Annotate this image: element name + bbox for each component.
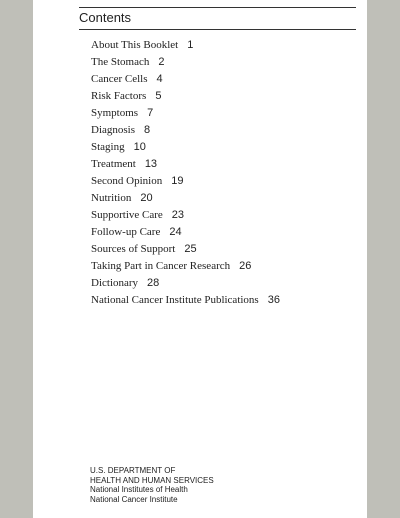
- agency-line: National Cancer Institute: [90, 494, 178, 504]
- agency-footer: [90, 466, 214, 504]
- toc-entry: [91, 190, 280, 207]
- toc-entry-page: 5: [155, 90, 162, 102]
- agency-line: National Institutes of Health: [90, 485, 188, 494]
- toc-entry: [91, 241, 280, 258]
- toc-entry-page: 10: [133, 141, 146, 153]
- agency-line: HEALTH AND HUMAN SERVICES: [90, 475, 214, 485]
- toc-entry-page: 23: [171, 209, 185, 221]
- toc-entry-page: 7: [147, 107, 154, 119]
- toc-entry: [91, 71, 280, 88]
- toc-entry-title: Nutrition: [91, 192, 132, 204]
- toc-entry: [91, 105, 280, 122]
- toc-entry-title: About This Booklet: [91, 39, 179, 51]
- toc-entry-page: 19: [171, 175, 184, 187]
- table-of-contents: [91, 37, 280, 309]
- toc-entry-title: Treatment: [91, 158, 136, 170]
- toc-entry-page: 8: [144, 124, 151, 136]
- toc-entry-page: 24: [169, 226, 182, 238]
- header-rule-top: [79, 7, 356, 8]
- toc-entry-title: Supportive Care: [91, 209, 163, 221]
- toc-entry-title: Dictionary: [91, 277, 139, 289]
- toc-entry-page: 36: [267, 294, 280, 306]
- toc-entry: [91, 207, 280, 224]
- toc-entry: [91, 37, 280, 54]
- toc-entry: [91, 224, 280, 241]
- toc-entry-page: 26: [239, 260, 252, 272]
- toc-entry-title: The Stomach: [91, 56, 150, 68]
- toc-entry-page: 28: [147, 277, 160, 289]
- toc-entry-title: Symptoms: [91, 107, 139, 119]
- toc-entry-page: 2: [158, 56, 165, 68]
- toc-entry-page: 25: [184, 243, 197, 255]
- toc-entry: [91, 54, 280, 71]
- toc-entry-title: Sources of Support: [91, 243, 176, 255]
- page-title: Contents: [79, 10, 132, 25]
- toc-entry: [91, 292, 280, 309]
- toc-entry-page: 1: [187, 39, 194, 51]
- agency-line: U.S. DEPARTMENT OF: [90, 466, 176, 475]
- toc-entry: [91, 275, 280, 292]
- toc-entry-page: 4: [156, 73, 163, 85]
- document-page: [33, 0, 367, 518]
- toc-entry-title: Diagnosis: [91, 124, 135, 136]
- toc-entry-title: Cancer Cells: [91, 73, 148, 85]
- toc-entry-page: 20: [140, 192, 153, 204]
- toc-entry-title: Taking Part in Cancer Research: [91, 260, 231, 272]
- toc-entry: [91, 258, 280, 275]
- toc-entry-title: Follow-up Care: [91, 226, 161, 238]
- toc-entry-title: Risk Factors: [91, 90, 147, 102]
- toc-entry: [91, 156, 280, 173]
- toc-entry: [91, 139, 280, 156]
- header-rule-bottom: [79, 29, 356, 30]
- toc-entry-page: 13: [144, 158, 158, 170]
- toc-entry: [91, 88, 280, 105]
- toc-entry-title: Staging: [91, 141, 125, 153]
- toc-entry: [91, 122, 280, 139]
- toc-entry: [91, 173, 280, 190]
- toc-entry-title: National Cancer Institute Publications: [91, 294, 259, 306]
- toc-entry-title: Second Opinion: [91, 175, 163, 187]
